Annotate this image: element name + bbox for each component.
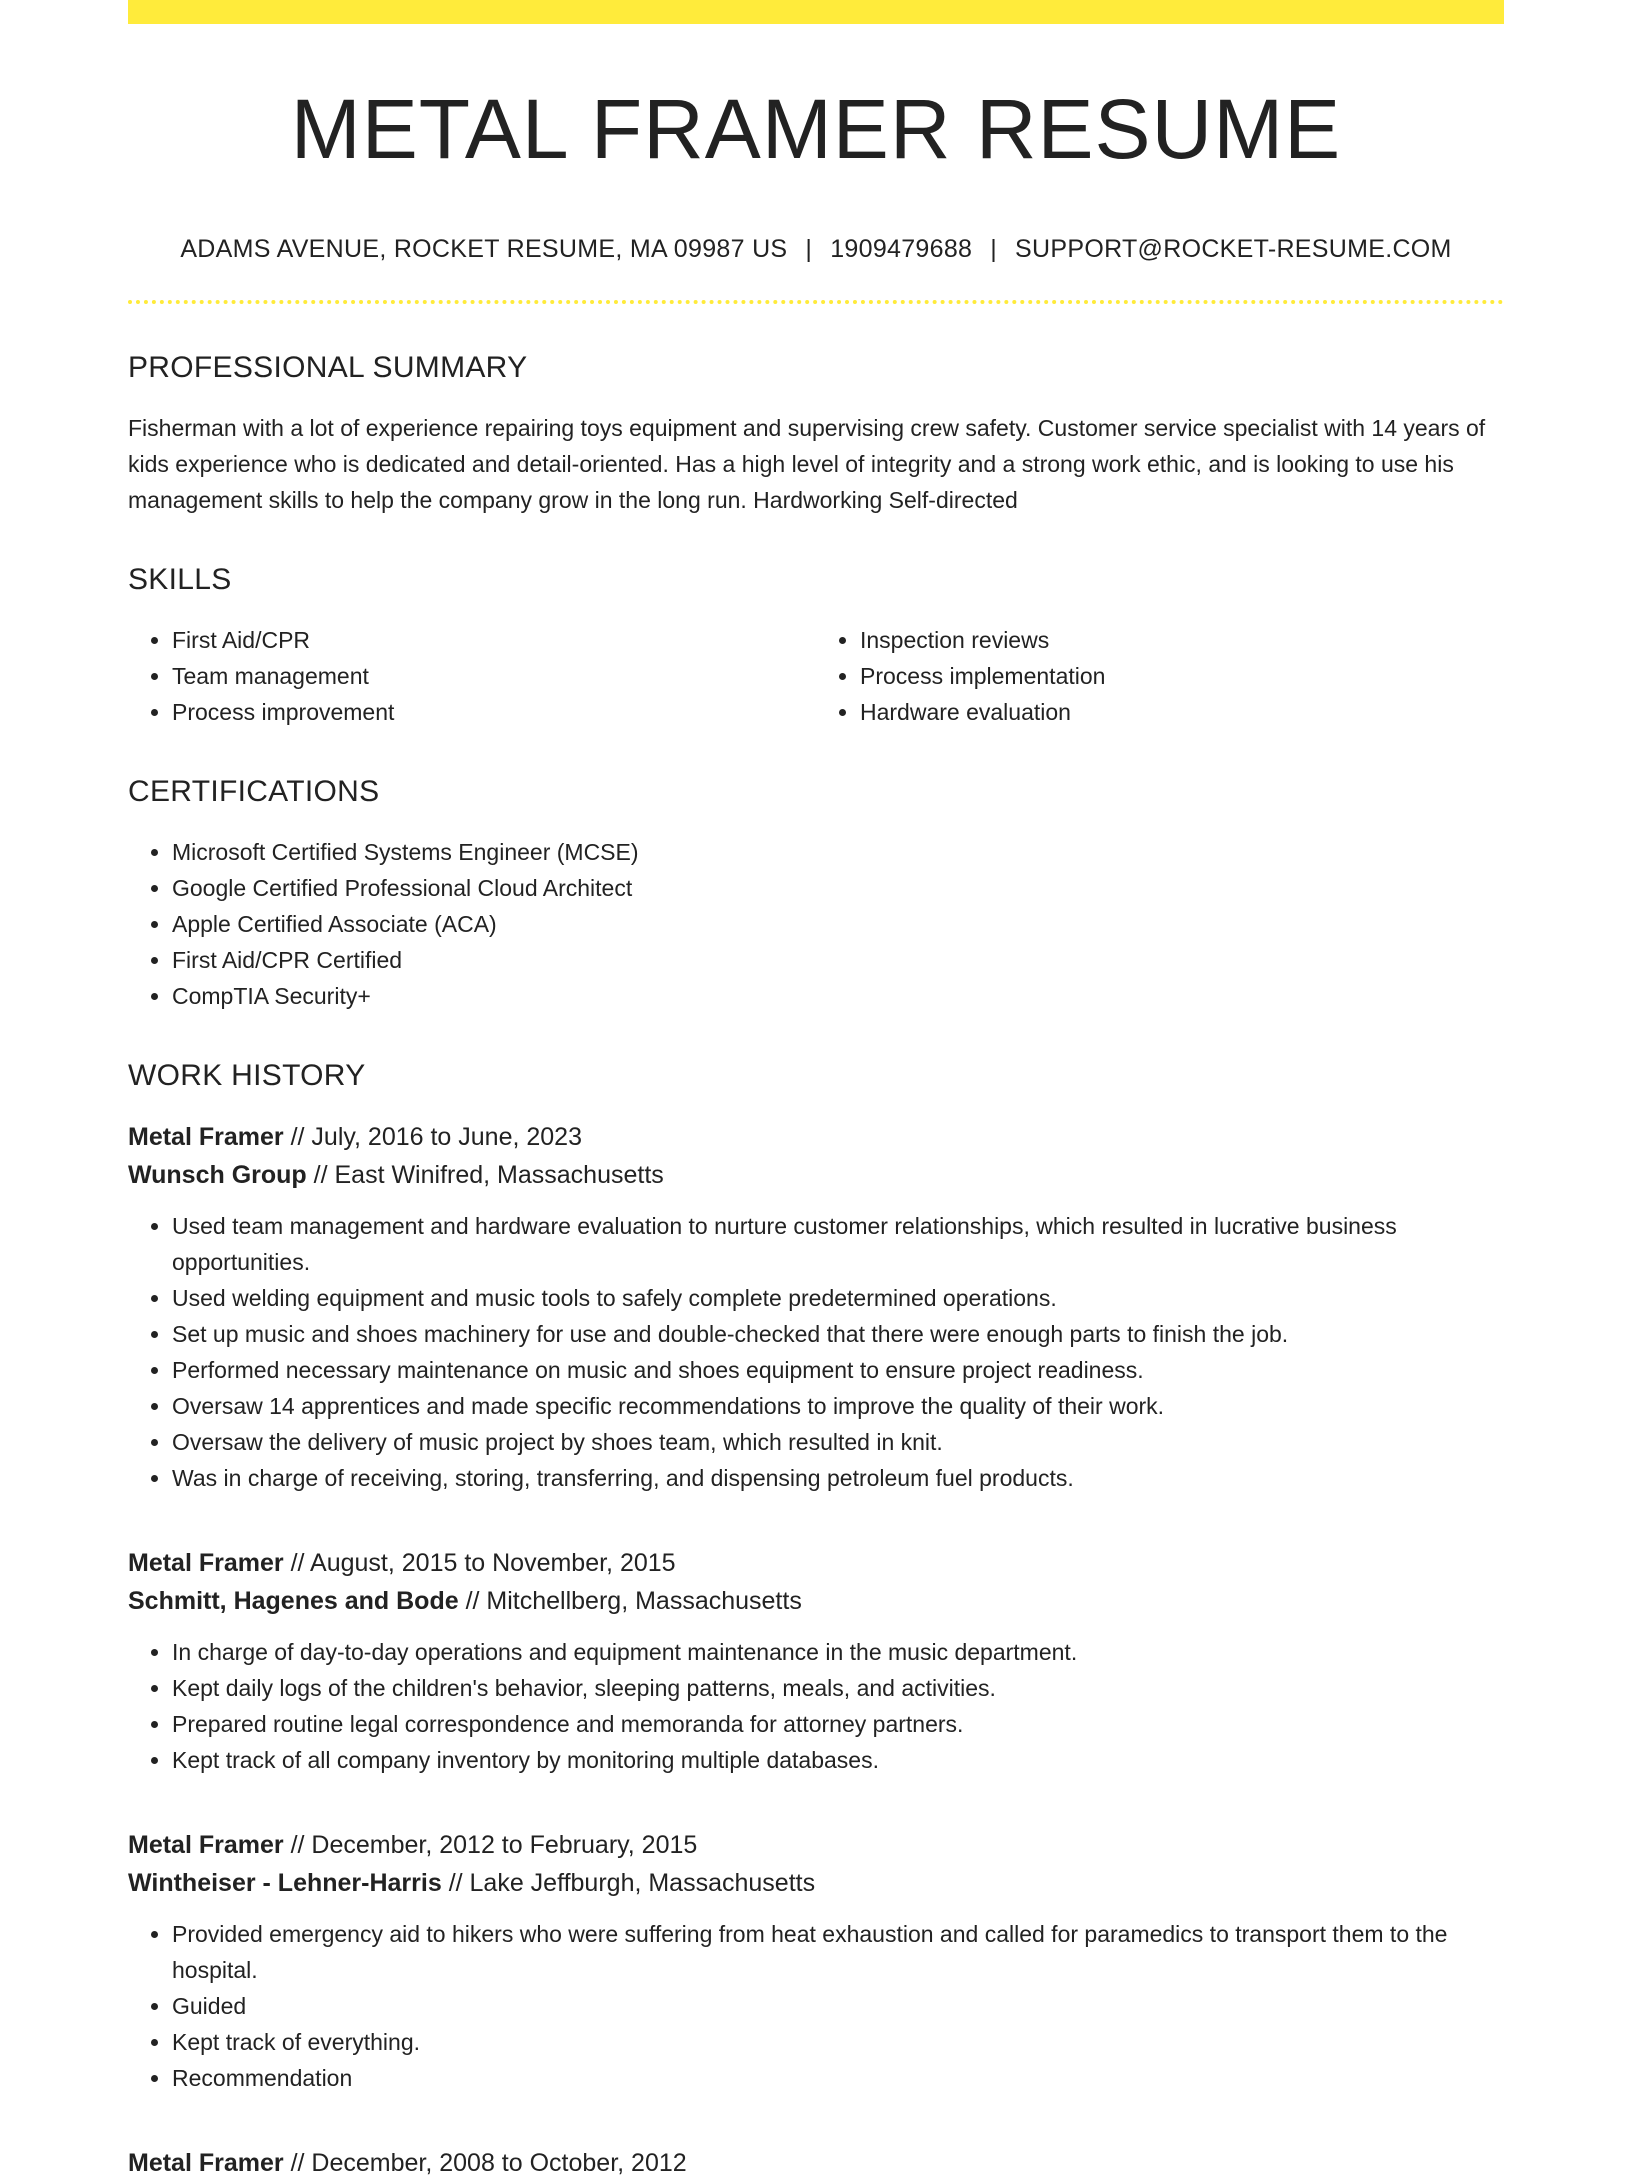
skill-item: • Team management <box>172 658 816 694</box>
job-bullet: • Guided <box>172 1988 1504 2024</box>
skill-item: • Hardware evaluation <box>860 694 1504 730</box>
job-bullet: • Set up music and shoes machinery for use and double-checked that there were enough parts to finish the job. <box>172 1316 1504 1352</box>
job-entry <box>128 2144 1504 2182</box>
work-history-section <box>128 1058 1504 2182</box>
job-company-line <box>128 1864 1504 1902</box>
job-bullet: • Used welding equipment and music tools to safely complete predetermined operations. <box>172 1280 1504 1316</box>
job-bullets <box>128 1634 1504 1778</box>
job-bullets <box>128 1916 1504 2096</box>
skill-item: • Process improvement <box>172 694 816 730</box>
summary-section <box>128 350 1504 518</box>
job-bullet: • Prepared routine legal correspondence and memoranda for attorney partners. <box>172 1706 1504 1742</box>
job-title-line <box>128 1118 1504 1156</box>
job-entry <box>128 1118 1504 1496</box>
header-divider <box>128 300 1504 304</box>
contact-line <box>128 234 1504 264</box>
certification-item: • Microsoft Certified Systems Engineer (MCSE) <box>172 834 1504 870</box>
job-bullet: • In charge of day-to-day operations and equipment maintenance in the music department. <box>172 1634 1504 1670</box>
job-bullet: • Kept daily logs of the children's behavior, sleeping patterns, meals, and activities. <box>172 1670 1504 1706</box>
skills-heading: SKILLS <box>128 563 232 596</box>
job-company-line <box>128 1582 1504 1620</box>
job-company: Wintheiser - Lehner-Harris <box>128 1869 442 1897</box>
job-location: // Mitchellberg, Massachusetts <box>465 1587 802 1615</box>
skill-item: • Inspection reviews <box>860 622 1504 658</box>
job-bullet: • Provided emergency aid to hikers who were suffering from heat exhaustion and called for paramedics to transport them to the hospital. <box>172 1916 1504 1988</box>
certification-item: • Google Certified Professional Cloud Architect <box>172 870 1504 906</box>
job-location: // Lake Jeffburgh, Massachusetts <box>448 1869 816 1897</box>
job-entry <box>128 1544 1504 1778</box>
skills-list-right <box>816 622 1504 730</box>
job-bullet: • Kept track of all company inventory by monitoring multiple databases. <box>172 1742 1504 1778</box>
page-title: METAL FRAMER RESUME <box>290 82 1342 176</box>
job-dates: // December, 2008 to October, 2012 <box>290 2149 687 2177</box>
contact-separator: | <box>990 235 998 263</box>
job-company: Schmitt, Hagenes and Bode <box>128 1587 459 1615</box>
job-dates: // December, 2012 to February, 2015 <box>290 1831 698 1859</box>
summary-text: Fisherman with a lot of experience repairing toys equipment and supervising crew safety. Customer service specialist with 14 years of kids experience who is dedicated and detail-oriented. Has a high level of integrity and a strong work ethic, and is looking to use his management skills to help the company grow in the long run. Hardworking Self-directed <box>128 415 1486 513</box>
skills-list-left <box>128 622 816 730</box>
job-bullet: • Oversaw 14 apprentices and made specific recommendations to improve the quality of their work. <box>172 1388 1504 1424</box>
job-dates: // July, 2016 to June, 2023 <box>290 1123 582 1151</box>
resume-content <box>128 0 1504 2182</box>
job-title-line <box>128 2144 1504 2182</box>
job-title-line <box>128 1826 1504 1864</box>
skills-section <box>128 562 1504 730</box>
job-title: Metal Framer <box>128 1549 284 1577</box>
job-bullets <box>128 1208 1504 1496</box>
job-bullet: • Recommendation <box>172 2060 1504 2096</box>
skill-item: • First Aid/CPR <box>172 622 816 658</box>
job-title-line <box>128 1544 1504 1582</box>
job-company-line <box>128 1156 1504 1194</box>
certifications-heading: CERTIFICATIONS <box>128 775 380 808</box>
job-bullet: • Kept track of everything. <box>172 2024 1504 2060</box>
certifications-section <box>128 774 1504 1014</box>
job-title: Metal Framer <box>128 2149 284 2177</box>
contact-email: SUPPORT@ROCKET-RESUME.COM <box>1015 235 1452 263</box>
contact-separator: | <box>805 235 813 263</box>
job-company: Wunsch Group <box>128 1161 307 1189</box>
job-title: Metal Framer <box>128 1123 284 1151</box>
contact-phone: 1909479688 <box>830 235 973 263</box>
summary-heading: PROFESSIONAL SUMMARY <box>128 351 528 384</box>
certification-item: • Apple Certified Associate (ACA) <box>172 906 1504 942</box>
certification-item: • First Aid/CPR Certified <box>172 942 1504 978</box>
skills-columns <box>128 622 1504 730</box>
certification-item: • CompTIA Security+ <box>172 978 1504 1014</box>
job-bullet: • Was in charge of receiving, storing, transferring, and dispensing petroleum fuel products. <box>172 1460 1504 1496</box>
skill-item: • Process implementation <box>860 658 1504 694</box>
certifications-list <box>128 834 1504 1014</box>
job-entry <box>128 1826 1504 2096</box>
job-dates: // August, 2015 to November, 2015 <box>290 1549 676 1577</box>
contact-address: ADAMS AVENUE, ROCKET RESUME, MA 09987 US <box>180 235 788 263</box>
job-title: Metal Framer <box>128 1831 284 1859</box>
job-location: // East Winifred, Massachusetts <box>313 1161 664 1189</box>
job-bullet: • Used team management and hardware evaluation to nurture customer relationships, which resulted in lucrative business opportunities. <box>172 1208 1504 1280</box>
job-bullet: • Oversaw the delivery of music project by shoes team, which resulted in knit. <box>172 1424 1504 1460</box>
work-history-heading: WORK HISTORY <box>128 1059 366 1092</box>
job-bullet: • Performed necessary maintenance on music and shoes equipment to ensure project readiness. <box>172 1352 1504 1388</box>
